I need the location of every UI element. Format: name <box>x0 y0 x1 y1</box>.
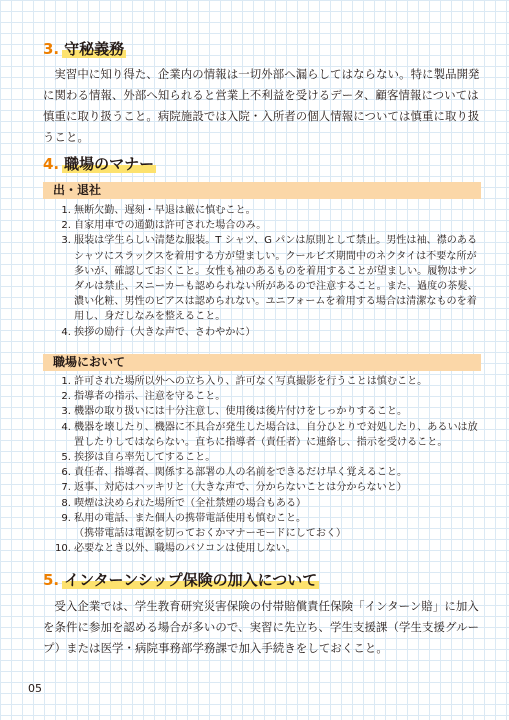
list-item-text <box>74 389 482 404</box>
list-item-line: 機器を壊したり、機器に不具合が発生した場合は、自分ひとりで対処したり、あるいは放置したりしてはならない。直ちに指導者（責任者）に連絡し、指示を受けること。 <box>74 421 478 448</box>
list-item <box>52 389 482 404</box>
list-item-text <box>74 404 482 419</box>
section-5-body: 受入企業では、学生教育研究災害保険の付帯賠償責任保険「インターン賠」に加入を条件に参加を認める場合が多いので、実習に先立ち、学生支援課（学生支援グループ）または医学・病院事務部学務課で加入手続きをしておくこと。 <box>43 599 480 655</box>
list-item-text <box>74 511 482 541</box>
section-4-number: 4. <box>43 155 60 173</box>
list-item-text <box>74 496 482 511</box>
section-5-number: 5. <box>43 571 60 589</box>
list-item-text <box>74 374 482 389</box>
page-number: 05 <box>28 682 42 695</box>
list-item <box>52 203 482 218</box>
list-item-number: 2. <box>61 220 71 232</box>
list-item-number: 7. <box>61 482 71 494</box>
list-item-line: 服装は学生らしい清楚な服装。T シャツ、G パンは原則として禁止。男性は袖、襟のあるシャツにスラックスを着用する方が望ましい。クールビズ期間中のネクタイは不要な所が多いが、確認しておくこと。女性も袖のあるものを着用することが望ましい。履物はサンダルは禁止、スニーカーも認められない所があるので注意すること。また、過度の茶髪、濃い化粧、男性のピアスは認められない。ユニフォームを着用する場合は清潔なものを着用し、身だしなみを整えること。 <box>74 235 478 323</box>
list-item-line: 私用の電話、また個人の携帯電話使用も慎むこと。 <box>74 512 307 524</box>
section-5-title: インターンシップ保険の加入について <box>64 571 318 589</box>
list-item-line: 許可された場所以外への立ち入り、許可なく写真撮影を行うことは慎むこと。 <box>74 376 428 387</box>
list-item <box>52 325 482 340</box>
section-3-title: 守秘義務 <box>64 40 125 58</box>
list-item-number: 3. <box>61 235 71 247</box>
list-item-text <box>74 325 482 340</box>
list-item-text <box>74 420 482 450</box>
list-item-number: 1. <box>61 205 71 216</box>
list-item-number: 3. <box>61 406 71 418</box>
section-3-heading <box>43 39 126 59</box>
list-item <box>52 511 482 541</box>
section-4-title: 職場のマナー <box>64 155 155 173</box>
list-item <box>52 404 482 419</box>
list-item-text <box>74 541 482 556</box>
list-item <box>52 465 482 480</box>
list-item <box>52 450 482 465</box>
list-item-number: 8. <box>61 497 71 509</box>
list-item <box>52 218 482 233</box>
section-3-body: 実習中に知り得た、企業内の情報は一切外部へ漏らしてはならない。特に製品開発に関わる情報、外部へ知られると営業上不利益を受けるデータ、顧客情報については慎重に取り扱うこと。病院施設では入院・入所者の個人情報については慎重に取り扱うこと。 <box>43 67 480 144</box>
section-3-number: 3. <box>43 40 60 58</box>
list-item-number: 4. <box>61 326 71 338</box>
list-item-line: 喫煙は決められた場所で（全社禁煙の場合もある） <box>74 497 307 509</box>
list-item-text <box>74 233 482 324</box>
list-item <box>52 541 482 556</box>
list-item-number: 5. <box>61 452 71 464</box>
list-item <box>52 496 482 511</box>
list-item-line: （携帯電話は電源を切っておくかマナーモードにしておく） <box>74 528 347 540</box>
list-item-number: 2. <box>61 391 71 403</box>
attendance-subheading: 出・退社 <box>43 182 481 199</box>
list-item <box>52 374 482 389</box>
section-4-heading <box>43 154 156 174</box>
list-item-text <box>74 218 482 233</box>
list-item-text <box>74 450 482 465</box>
list-item <box>52 420 482 450</box>
list-item-line: 挨拶の励行（大きな声で、さわやかに） <box>74 326 256 338</box>
list-item-line: 挨拶は自ら率先してすること。 <box>74 452 216 464</box>
section-5-heading <box>43 570 319 590</box>
list-item <box>52 480 482 495</box>
attendance-list <box>52 203 482 340</box>
list-item-number: 9. <box>61 512 71 524</box>
list-item-number: 4. <box>61 421 71 433</box>
list-item-number: 1. <box>61 376 71 387</box>
list-item-line: 自家用車での通勤は許可された場合のみ。 <box>74 220 267 232</box>
list-item-number: 6. <box>61 467 71 479</box>
list-item-number: 10. <box>54 543 71 555</box>
list-item-text <box>74 203 482 218</box>
list-item-line: 必要なとき以外、職場のパソコンは使用しない。 <box>74 543 296 555</box>
list-item-line: 責任者、指導者、関係する部署の人の名前をできるだけ早く覚えること。 <box>74 467 408 479</box>
list-item-line: 無断欠勤、遅刻・早退は厳に慎むこと。 <box>74 205 256 216</box>
workplace-list <box>52 374 482 556</box>
list-item-line: 機器の取り扱いには十分注意し、使用後は後片付けをしっかりすること。 <box>74 406 408 418</box>
list-item-text <box>74 480 482 495</box>
list-item-line: 指導者の指示、注意を守ること。 <box>74 391 226 403</box>
workplace-subheading: 職場において <box>43 354 481 371</box>
list-item <box>52 233 482 324</box>
list-item-text <box>74 465 482 480</box>
list-item-line: 返事、対応はハッキリと（大きな声で、分からないことは分からないと） <box>74 482 407 494</box>
